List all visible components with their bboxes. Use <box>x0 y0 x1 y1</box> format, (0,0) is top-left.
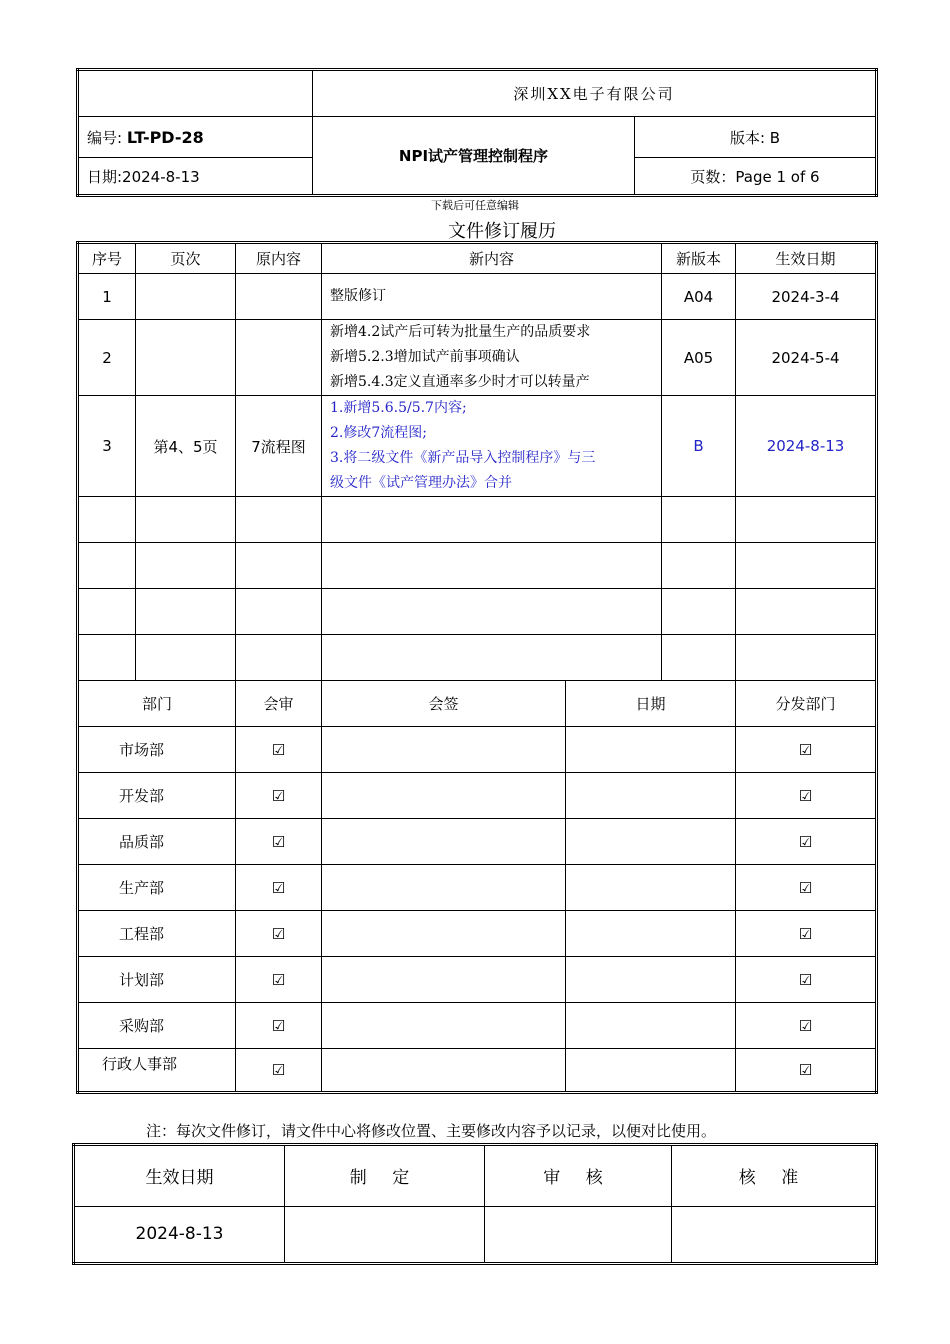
rev-new-line: 整版修订 <box>330 288 386 304</box>
dept-name: 计划部 <box>78 957 236 1003</box>
checkbox-icon[interactable]: ☑ <box>236 819 322 865</box>
signoff-approved[interactable] <box>672 1206 877 1263</box>
rev-new-line: 新增4.2试产后可转为批量生产的品质要求 <box>330 324 591 340</box>
sign-date-cell <box>566 773 736 819</box>
revision-note: 注：每次文件修订，请文件中心将修改位置、主要修改内容予以记录，以便对比使用。 <box>146 1122 717 1140</box>
empty-cell <box>322 589 662 635</box>
revision-table <box>76 241 878 1094</box>
dept-name: 采购部 <box>78 1003 236 1049</box>
distribution-header-row <box>78 681 877 727</box>
distribution-row <box>78 911 877 957</box>
signoff-approved-header: 核 准 <box>672 1145 877 1207</box>
revision-title: 文件修订履历 <box>448 221 556 242</box>
rev-original <box>236 274 322 320</box>
signoff-table <box>72 1143 878 1265</box>
rev-original: 7流程图 <box>236 396 322 497</box>
dept-name: 开发部 <box>78 773 236 819</box>
distribution-row <box>78 727 877 773</box>
sign-cell <box>322 727 566 773</box>
rev-new-line: 新增5.2.3增加试产前事项确认 <box>330 349 520 365</box>
checkbox-icon[interactable]: ☑ <box>236 957 322 1003</box>
sign-date-cell <box>566 1049 736 1093</box>
dept-name: 行政人事部 <box>78 1049 236 1093</box>
sign-date-cell <box>566 865 736 911</box>
company-name: 深圳XX电子有限公司 <box>313 70 877 117</box>
empty-cell <box>236 589 322 635</box>
checkbox-icon[interactable]: ☑ <box>736 773 877 819</box>
empty-cell <box>662 497 736 543</box>
col-header-sign: 会签 <box>322 681 566 727</box>
empty-cell <box>78 543 136 589</box>
rev-version: A05 <box>662 320 736 396</box>
rev-date: 2024-5-4 <box>736 320 877 396</box>
col-header-original: 原内容 <box>236 243 322 274</box>
rev-new-line: 2.修改7流程图; <box>330 425 427 441</box>
empty-cell <box>78 497 136 543</box>
empty-cell <box>136 635 236 681</box>
doc-number-label: 编号: <box>87 128 127 147</box>
checkbox-icon[interactable]: ☑ <box>736 727 877 773</box>
col-header-page: 页次 <box>136 243 236 274</box>
sign-cell <box>322 911 566 957</box>
empty-row <box>78 589 877 635</box>
checkbox-icon[interactable]: ☑ <box>236 865 322 911</box>
doc-number <box>78 117 313 158</box>
rev-page <box>136 320 236 396</box>
rev-original <box>236 320 322 396</box>
rev-date: 2024-3-4 <box>736 274 877 320</box>
signoff-effective-date: 2024-8-13 <box>74 1206 285 1263</box>
distribution-row <box>78 865 877 911</box>
checkbox-icon[interactable]: ☑ <box>236 727 322 773</box>
rev-new-line: 1.新增5.6.5/5.7内容; <box>330 400 467 416</box>
table-row <box>78 320 877 396</box>
distribution-row <box>78 773 877 819</box>
col-header-review: 会审 <box>236 681 322 727</box>
rev-new-line: 新增5.4.3定义直通率多少时才可以转量产 <box>330 374 590 390</box>
empty-cell <box>236 543 322 589</box>
checkbox-icon[interactable]: ☑ <box>736 957 877 1003</box>
signoff-prepared-header: 制 定 <box>285 1145 485 1207</box>
signoff-reviewed-header: 审 核 <box>485 1145 672 1207</box>
distribution-row <box>78 1003 877 1049</box>
signoff-reviewed[interactable] <box>485 1206 672 1263</box>
table-row <box>78 274 877 320</box>
empty-cell <box>322 635 662 681</box>
sign-date-cell <box>566 819 736 865</box>
rev-new-line: 级文件《试产管理办法》合并 <box>330 475 512 491</box>
rev-no: 1 <box>78 274 136 320</box>
dept-name: 品质部 <box>78 819 236 865</box>
sign-cell <box>322 1049 566 1093</box>
rev-no: 3 <box>78 396 136 497</box>
doc-number-value: LT-PD-28 <box>126 127 204 147</box>
col-header-sign-date: 日期 <box>566 681 736 727</box>
signoff-header-row <box>74 1145 877 1207</box>
signoff-effective-date-header: 生效日期 <box>74 1145 285 1207</box>
sign-cell <box>322 1003 566 1049</box>
empty-row <box>78 635 877 681</box>
rev-no: 2 <box>78 320 136 396</box>
empty-row <box>78 543 877 589</box>
empty-cell <box>136 543 236 589</box>
revision-header-row <box>78 243 877 274</box>
rev-new-content <box>322 274 662 320</box>
distribution-row <box>78 1049 877 1093</box>
checkbox-icon[interactable]: ☑ <box>236 1003 322 1049</box>
empty-cell <box>78 635 136 681</box>
version-label: 版本: B <box>635 117 877 158</box>
page-count: 页数：Page 1 of 6 <box>635 158 877 196</box>
dept-name: 市场部 <box>78 727 236 773</box>
empty-cell <box>662 635 736 681</box>
empty-cell <box>736 543 877 589</box>
empty-row <box>78 497 877 543</box>
sign-cell <box>322 773 566 819</box>
empty-cell <box>736 635 877 681</box>
empty-cell <box>736 497 877 543</box>
col-header-date: 生效日期 <box>736 243 877 274</box>
rev-page: 第4、5页 <box>136 396 236 497</box>
col-header-no: 序号 <box>78 243 136 274</box>
signoff-prepared[interactable] <box>285 1206 485 1263</box>
distribution-row <box>78 957 877 1003</box>
rev-version: B <box>662 396 736 497</box>
dept-name: 工程部 <box>78 911 236 957</box>
empty-cell <box>322 497 662 543</box>
rev-date: 2024-8-13 <box>736 396 877 497</box>
rev-version: A04 <box>662 274 736 320</box>
sign-date-cell <box>566 957 736 1003</box>
empty-cell <box>136 589 236 635</box>
empty-cell <box>662 589 736 635</box>
table-row <box>78 396 877 497</box>
dept-name: 生产部 <box>78 865 236 911</box>
sign-cell <box>322 865 566 911</box>
empty-cell <box>136 497 236 543</box>
col-header-dept: 部门 <box>78 681 236 727</box>
signoff-value-row <box>74 1206 877 1263</box>
date-label: 日期:2024-8-13 <box>78 158 313 196</box>
checkbox-icon[interactable]: ☑ <box>736 1003 877 1049</box>
sign-date-cell <box>566 911 736 957</box>
checkbox-icon[interactable]: ☑ <box>736 1049 877 1093</box>
sign-cell <box>322 819 566 865</box>
rev-new-line: 3.将二级文件《新产品导入控制程序》与三 <box>330 450 596 466</box>
rev-page <box>136 274 236 320</box>
doc-title: NPI试产管理控制程序 <box>313 117 635 196</box>
checkbox-icon[interactable]: ☑ <box>236 1049 322 1093</box>
rev-new-content <box>322 396 662 497</box>
col-header-version: 新版本 <box>662 243 736 274</box>
distribution-row <box>78 819 877 865</box>
empty-cell <box>236 635 322 681</box>
checkbox-icon[interactable]: ☑ <box>236 773 322 819</box>
empty-cell <box>78 589 136 635</box>
sign-cell <box>322 957 566 1003</box>
download-note: 下载后可任意编辑 <box>431 199 519 212</box>
empty-cell <box>322 543 662 589</box>
checkbox-icon[interactable]: ☑ <box>236 911 322 957</box>
checkbox-icon[interactable]: ☑ <box>736 865 877 911</box>
header-blank-cell <box>78 70 313 117</box>
sign-date-cell <box>566 1003 736 1049</box>
col-header-new: 新内容 <box>322 243 662 274</box>
rev-new-content <box>322 320 662 396</box>
empty-cell <box>736 589 877 635</box>
document-header <box>76 68 878 197</box>
sign-date-cell <box>566 727 736 773</box>
checkbox-icon[interactable]: ☑ <box>736 911 877 957</box>
checkbox-icon[interactable]: ☑ <box>736 819 877 865</box>
empty-cell <box>662 543 736 589</box>
col-header-distribution: 分发部门 <box>736 681 877 727</box>
empty-cell <box>236 497 322 543</box>
